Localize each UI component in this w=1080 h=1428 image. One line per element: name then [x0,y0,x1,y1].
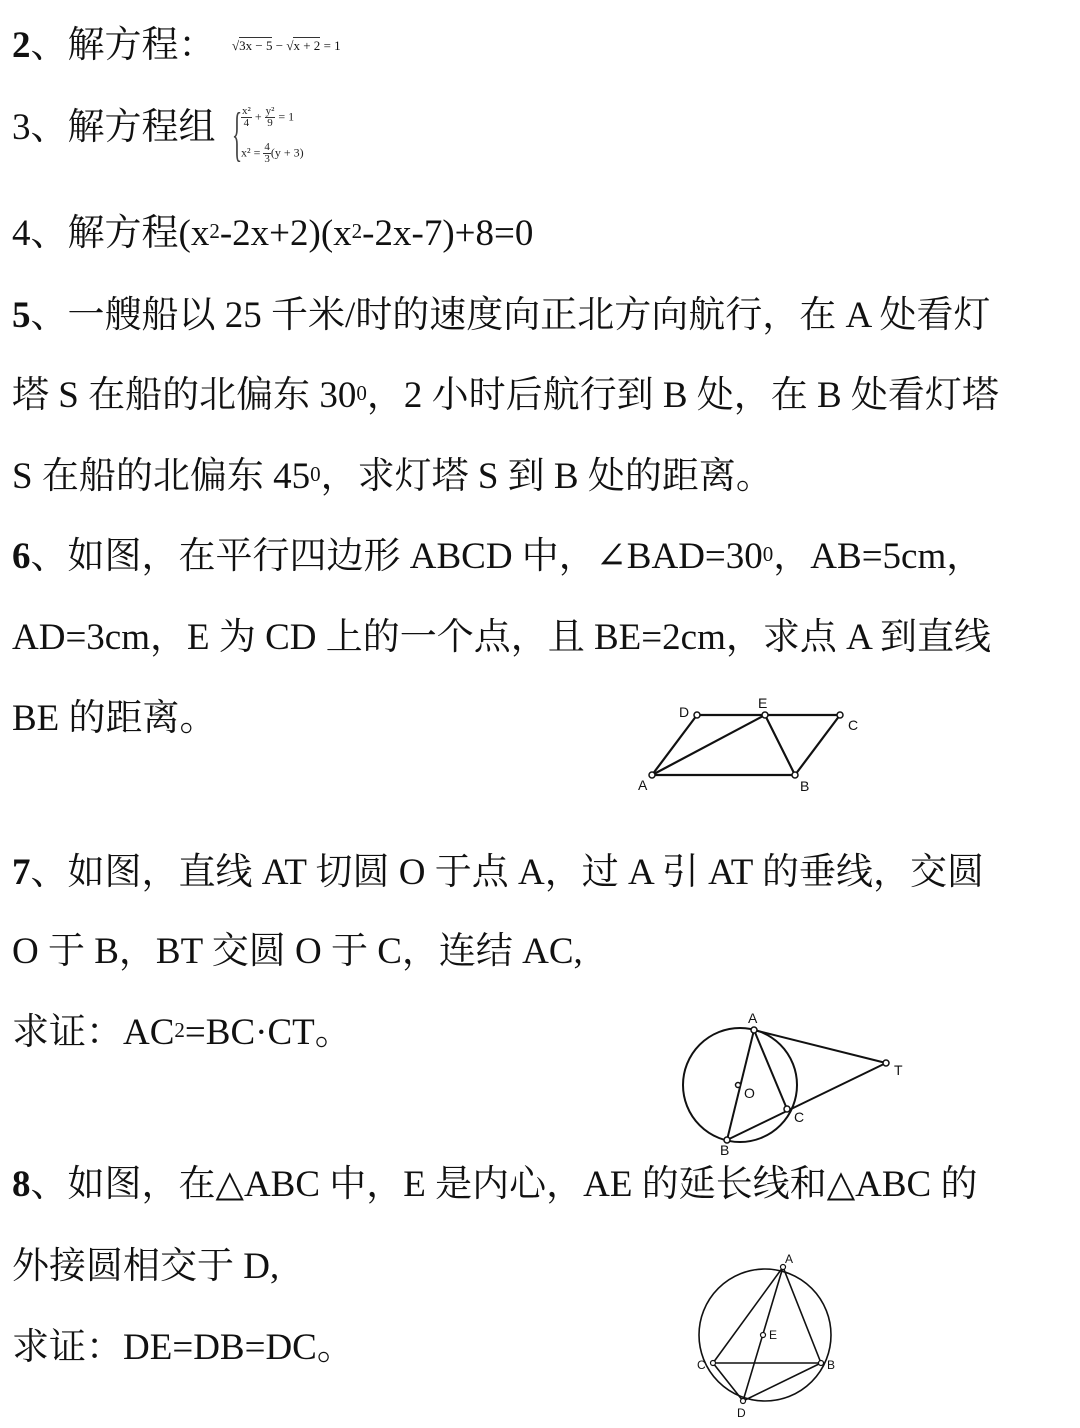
point-label: A [748,1010,758,1026]
text-segment: S 在船的北偏东 45 [12,456,311,497]
point-label: D [737,1406,746,1420]
brace-icon: { [232,101,243,167]
superscript: 2 [174,1018,185,1042]
system-equation-2: x² = $\frac{4}{3}$ (y + 3) [241,141,304,165]
point-label: C [697,1358,706,1372]
problem-text: O 于 B，BT 交圆 O 于 C，连结 AC, [12,931,583,972]
vertex-label: B [800,778,810,794]
point-label: C [794,1109,805,1125]
problem-text: 、一艘船以 25 千米/时的速度向正北方向航行，在 A 处看灯 [30,295,991,336]
radical-equation: √3x − 5 − √x + 2 = 1 [232,38,341,53]
problem-text: BE 的距离。 [12,698,217,739]
point-label: B [720,1142,730,1155]
point-label: B [827,1358,836,1372]
problem-text: 、如图，在△ABC 中，E 是内心，AE 的延长线和△ABC 的 [30,1164,978,1205]
text-segment: -2x-7)+8=0 [362,213,534,254]
problem-number: 8 [12,1164,31,1205]
problem-6-line-3 [12,697,217,741]
text-segment: -2x+2)(x [219,213,352,254]
radicand-2: x + 2 [293,38,321,53]
text-segment: 求证：AC [12,1012,175,1053]
problem-number: 3 [12,107,31,148]
problem-number: 7 [12,852,31,893]
problem-7-line-3 [12,1011,352,1055]
problem-number: 5 [12,295,31,336]
equation-rhs: = 1 [320,38,341,53]
text-segment: ，AB=5cm， [773,536,984,577]
problem-text: 、解方程： [30,25,216,66]
point-label: T [894,1062,903,1078]
problem-number: 4 [12,213,31,254]
superscript: 2 [209,219,220,243]
vertex-label: C [848,717,859,733]
problem-text: AD=3cm，E 为 CD 上的一个点，且 BE=2cm，求点 A 到直线 [12,617,992,658]
problem-4-line [12,212,533,256]
problem-3-line [12,106,216,150]
circumcircle-figure [685,1245,875,1425]
problem-7-line-1 [12,851,984,895]
problem-5-line-3 [12,455,773,499]
problem-text: 求证：DE=DB=DC。 [12,1327,354,1368]
problem-text: 外接圆相交于 D, [12,1246,280,1287]
superscript: 0 [356,381,367,405]
problem-5-line-1 [12,294,990,338]
text-segment: 、解方程(x [30,213,210,254]
vertex-label: D [679,704,690,720]
text-segment: =BC·CT。 [184,1012,352,1053]
problem-6-line-1 [12,535,983,579]
point-label: E [769,1328,778,1342]
system-equation-1: $\frac{\text{x²}}{4}$ + $\frac{\text{y²}}{9}$ = 1 [242,105,295,129]
text-segment: ，2 小时后航行到 B 处，在 B 处看灯塔 [366,375,999,416]
text-segment: ，求灯塔 S 到 B 处的距离。 [320,456,773,497]
problem-number: 2 [12,25,31,66]
vertex-label: E [758,695,768,711]
problem-8-line-3 [12,1326,354,1370]
vertex-label: A [638,777,648,793]
equation-system [232,102,342,174]
problem-8-line-2 [12,1245,279,1289]
text-segment: 、如图，在平行四边形 ABCD 中，∠BAD=30 [30,536,763,577]
problem-number: 6 [12,536,31,577]
text-segment: 塔 S 在船的北偏东 30 [12,375,357,416]
superscript: 2 [351,219,363,243]
parallelogram-figure [630,690,870,800]
problem-2-line [12,24,216,68]
superscript: 0 [310,462,321,486]
problem-5-line-2 [12,374,999,418]
tangent-circle-figure [670,1005,920,1155]
point-label: O [744,1085,755,1101]
minus-sign: − [272,38,287,53]
problem-8-line-1 [12,1163,978,1207]
problem-text: 、解方程组 [30,107,216,148]
radicand-1: 3x − 5 [239,38,273,53]
problem-text: 、如图，直线 AT 切圆 O 于点 A，过 A 引 AT 的垂线，交圆 [30,852,984,893]
superscript: 0 [762,542,774,566]
problem-6-line-2 [12,616,991,660]
problem-7-line-2 [12,930,583,974]
point-label: A [785,1252,794,1266]
